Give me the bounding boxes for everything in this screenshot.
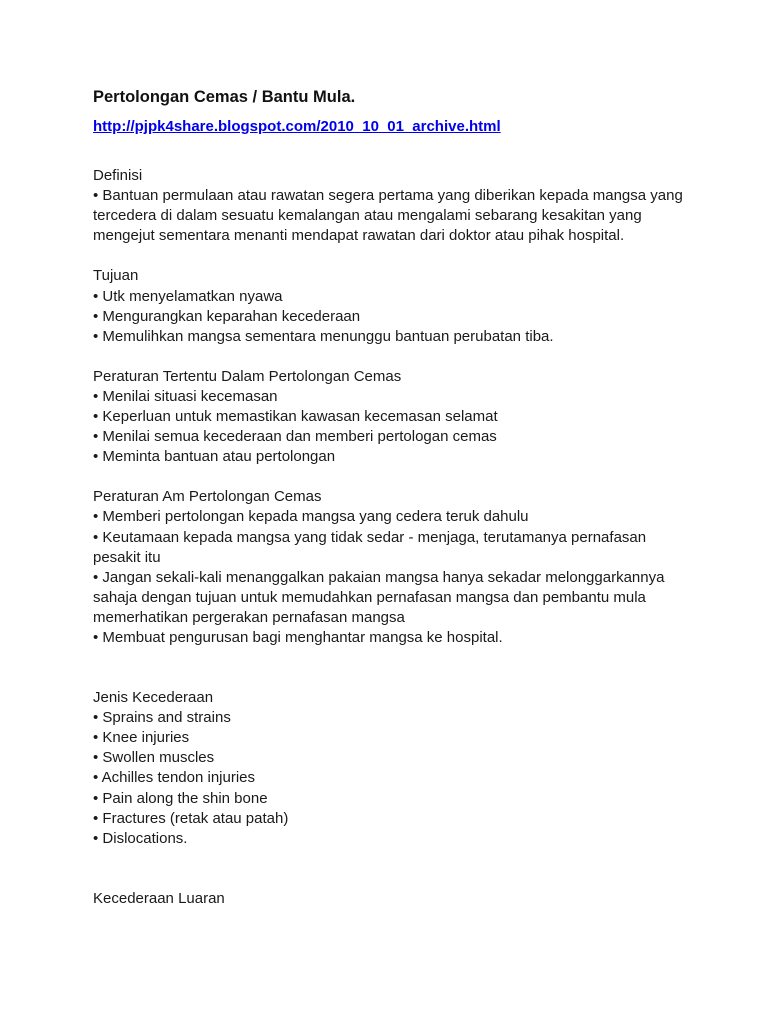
list-item: • Pain along the shin bone: [93, 789, 268, 807]
list-item: • Menilai situasi kecemasan: [93, 387, 278, 405]
section-heading: Definisi: [93, 167, 143, 185]
list-item: • Fractures (retak atau patah): [93, 809, 289, 827]
list-item: • Mengurangkan keparahan kecederaan: [93, 307, 361, 325]
spacer: [93, 246, 688, 266]
section-definisi: [93, 166, 688, 246]
spacer: [93, 849, 688, 889]
section-kecederaan-luaran: [93, 889, 688, 909]
definition-text: • Bantuan permulaan atau rawatan segera pertama yang diberikan kepada mangsa yang tercedera di dalam sesuatu kemalangan atau mengalami sebarang kesakitan yang mengejut sementara menanti mendapat rawatan dari doktor atau pihak hospital.: [93, 187, 683, 245]
list-item: • Memberi pertolongan kepada mangsa yang cedera teruk dahulu: [93, 508, 529, 526]
list-item: • Keperluan untuk memastikan kawasan kecemasan selamat: [93, 408, 498, 426]
list-item: • Keutamaan kepada mangsa yang tidak sedar - menjaga, terutamanya pernafasan pesakit itu: [93, 528, 647, 566]
list-item: • Memulihkan mangsa sementara menunggu bantuan perubatan tiba.: [93, 327, 554, 345]
list-item: • Knee injuries: [93, 729, 190, 747]
section-heading: Jenis Kecederaan: [93, 689, 214, 707]
spacer: [93, 467, 688, 487]
section-heading: Peraturan Am Pertolongan Cemas: [93, 488, 322, 506]
list-item: • Membuat pengurusan bagi menghantar mangsa ke hospital.: [93, 628, 503, 646]
list-item: • Meminta bantuan atau pertolongan: [93, 448, 336, 466]
spacer: [93, 347, 688, 367]
section-peraturan-tertentu: [93, 367, 688, 467]
document-title: Pertolongan Cemas / Bantu Mula.: [93, 88, 356, 106]
section-jenis-kecederaan: [93, 688, 688, 849]
section-heading: Peraturan Tertentu Dalam Pertolongan Cemas: [93, 367, 402, 385]
list-item: • Sprains and strains: [93, 709, 231, 727]
section-heading: Tujuan: [93, 267, 139, 285]
source-link[interactable]: http://pjpk4share.blogspot.com/2010_10_01_archive.html: [93, 118, 501, 135]
list-item: • Utk menyelamatkan nyawa: [93, 287, 283, 305]
section-heading: Kecederaan Luaran: [93, 889, 225, 907]
list-item: • Jangan sekali-kali menanggalkan pakaian mangsa hanya sekadar melonggarkannya sahaja dengan tujuan untuk memudahkan pernafasan mangsa dan pembantu mula memerhatikan pergerakan pernafasan mangsa: [93, 568, 665, 626]
section-peraturan-am: [93, 487, 688, 648]
spacer: [93, 648, 688, 688]
list-item: • Swollen muscles: [93, 749, 215, 767]
list-item: • Achilles tendon injuries: [93, 769, 256, 787]
section-tujuan: [93, 266, 688, 346]
list-item: • Dislocations.: [93, 829, 188, 847]
list-item: • Menilai semua kecederaan dan memberi pertologan cemas: [93, 428, 497, 446]
